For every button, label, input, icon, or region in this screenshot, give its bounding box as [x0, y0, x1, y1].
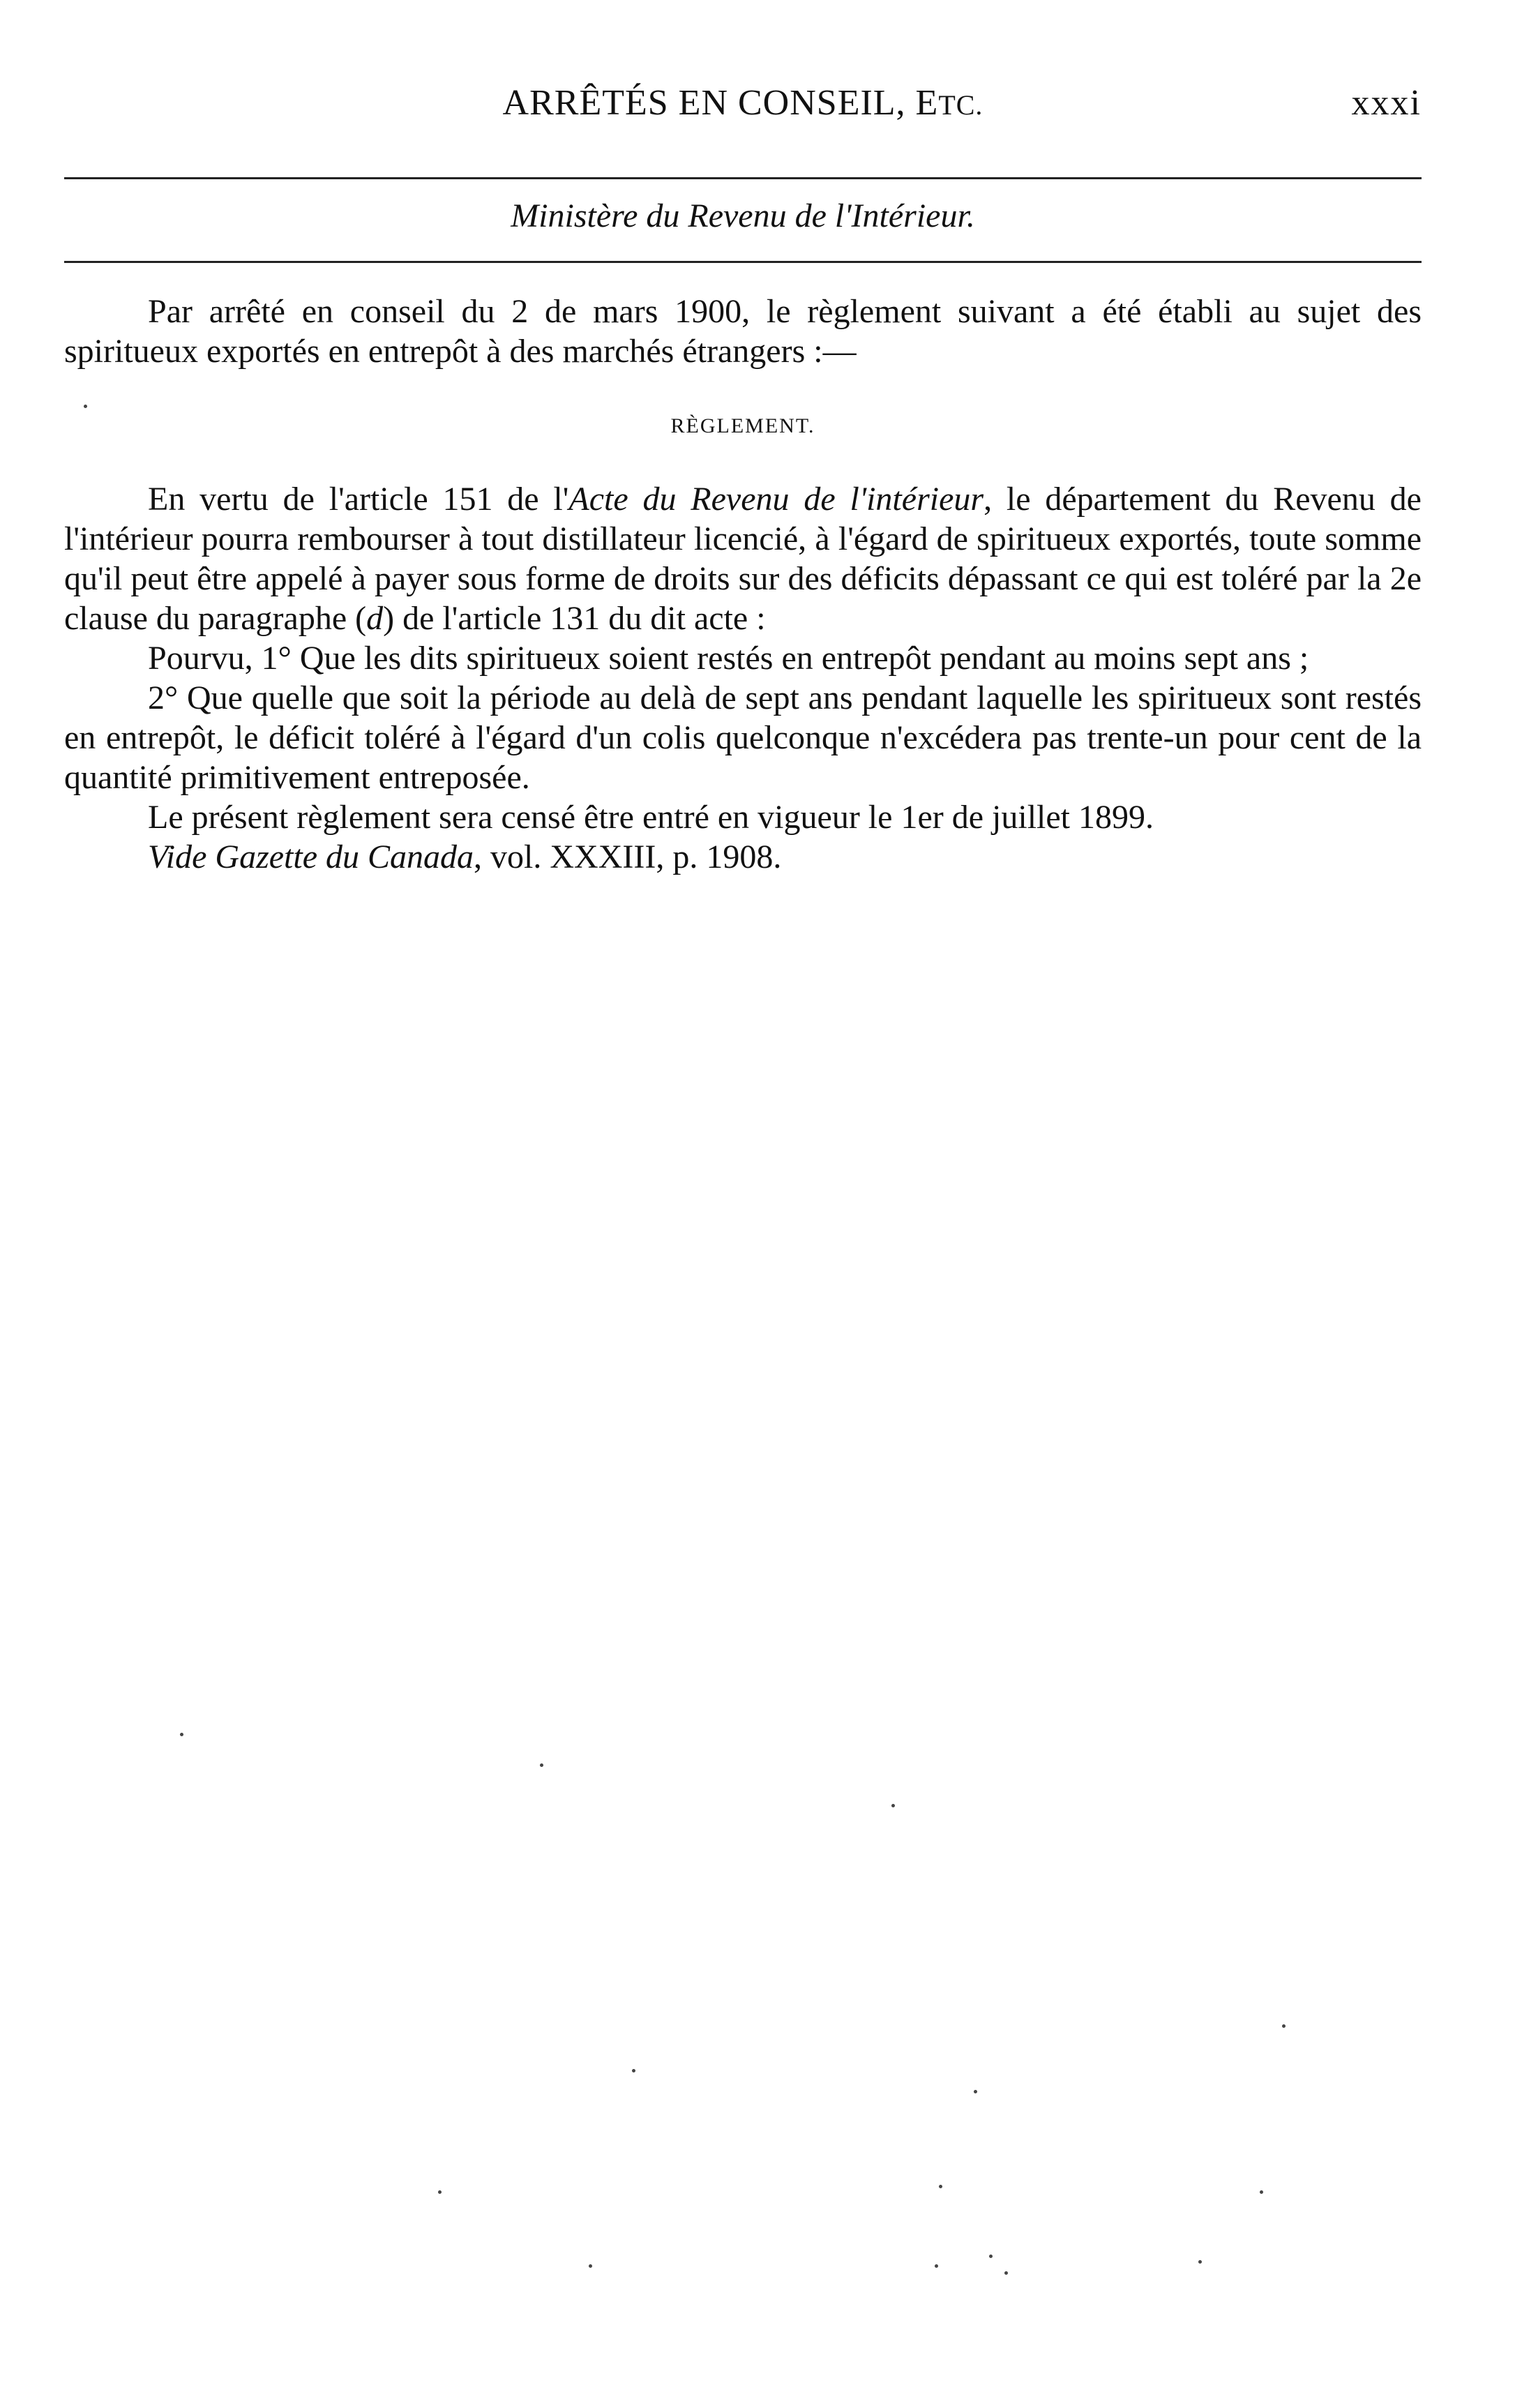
para1-letter: d — [366, 600, 384, 637]
section-heading: RÈGLEMENT. — [670, 414, 815, 437]
scan-speck — [939, 2185, 942, 2188]
citation-reference: , vol. XXXIII, p. 1908. — [474, 838, 782, 875]
scan-speck — [540, 1763, 543, 1767]
scan-speck — [180, 1733, 183, 1736]
scan-speck — [935, 2264, 938, 2268]
running-head — [64, 82, 1422, 138]
intro-paragraph: Par arrêté en conseil du 2 de mars 1900, le règlement suivant a été établi au sujet des spiritueux exportés en entrepôt à des marchés étrangers :— — [64, 293, 1422, 370]
para1-after: , le département du Revenu de l'intérieur pourra rembourser à tout distillateur licencié, à l'égard de spiritueux exportés, toute somme qu'il peut être appelé à payer sous forme de droits sur des déficits dépassant ce qui est toléré par la 2e clause du paragraphe ( — [64, 481, 1422, 637]
scan-speck — [84, 405, 87, 408]
scan-speck — [632, 2069, 635, 2072]
scan-speck — [891, 1804, 895, 1807]
paragraph-proviso-1: Pourvu, 1° Que les dits spiritueux soient restés en entrepôt pendant au moins sept ans ; — [148, 640, 1309, 677]
running-title — [64, 82, 1422, 123]
paragraph-proviso-2: 2° Que quelle que soit la période au delà de sept ans pendant laquelle les spiritueux sont restés en entrepôt, le déficit toléré à l'égard d'un colis quelconque n'excédera pas trente-un pour cent de la quantité primitivement entreposée. — [64, 679, 1422, 796]
body-text — [64, 292, 1422, 877]
scan-speck — [1198, 2260, 1202, 2264]
paragraph-article — [64, 479, 1422, 638]
paragraph-effective-date: Le présent règlement sera censé être entré en vigueur le 1er de juillet 1899. — [148, 799, 1154, 836]
running-title-small: TC. — [938, 89, 983, 121]
ministry-title: Ministère du Revenu de l'Intérieur. — [511, 197, 975, 234]
running-title-main: ARRÊTÉS EN CONSEIL, E — [502, 83, 939, 123]
scan-speck — [1282, 2024, 1286, 2028]
page-number: xxxi — [1351, 83, 1422, 123]
para1-before: En vertu de l'article 151 de l' — [148, 481, 569, 518]
page — [64, 0, 1422, 2408]
scan-speck — [974, 2090, 977, 2093]
citation-source: Vide Gazette du Canada — [148, 838, 474, 875]
header-rule-top — [64, 177, 1422, 179]
para1-end: ) de l'article 131 du dit acte : — [383, 600, 766, 637]
scan-speck — [438, 2190, 442, 2194]
act-title: Acte du Revenu de l'intérieur — [568, 481, 984, 518]
scan-speck — [1004, 2271, 1008, 2275]
citation — [64, 837, 1422, 877]
scan-speck — [589, 2264, 592, 2268]
header-rule-bottom — [64, 261, 1422, 263]
scan-speck — [1260, 2190, 1263, 2194]
scan-speck — [989, 2255, 993, 2258]
